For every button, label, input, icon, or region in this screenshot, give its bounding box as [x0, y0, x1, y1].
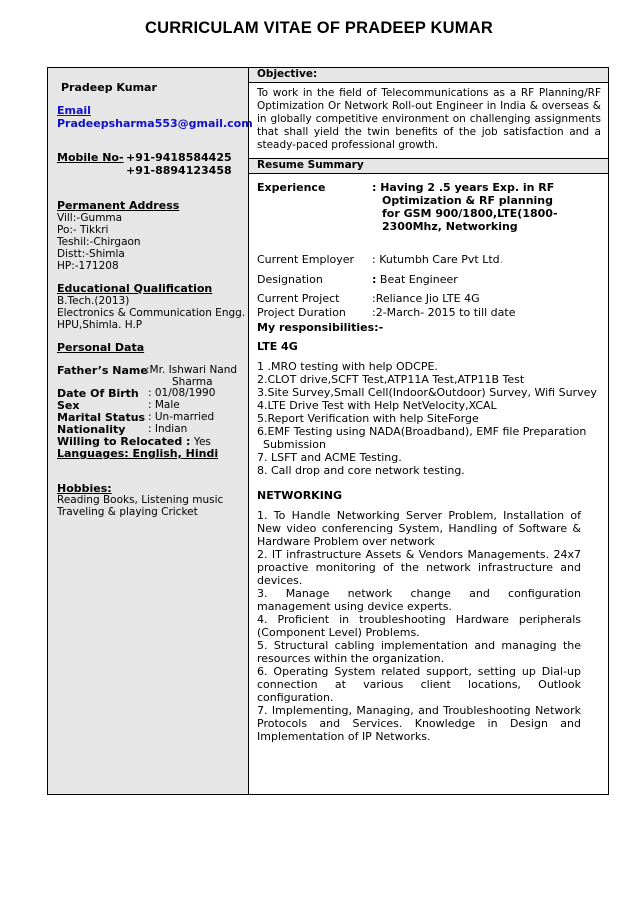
- father-name-value: :Mr. Ishwari Nand: [146, 364, 238, 376]
- responsibilities-label: My responsibilities:-: [257, 321, 384, 334]
- list-item: Submission: [263, 438, 326, 451]
- sex-label: Sex: [57, 399, 80, 412]
- relocate-row: Willing to Relocated : Yes: [57, 435, 211, 448]
- list-item: 6. Operating System related support, setting up Dial-up connection at various client locations, Outlook configuration.: [257, 665, 581, 704]
- experience-value: for GSM 900/1800,LTE(1800-: [382, 207, 558, 220]
- list-item: 1. To Handle Networking Server Problem, Installation of New video conferencing System, Handling of Software & Hardware Problem over network: [257, 509, 581, 548]
- objective-text: To work in the field of Telecommunications as a RF Planning/RF Optimization Or Network Roll-out Engineer in India & overseas & in globally competitive environment on challenging assignments that shall yield the twin benefits of the job satisfaction and a steady-paced professional growth.: [257, 87, 601, 151]
- page-title: CURRICULAM VITAE OF PRADEEP KUMAR: [145, 19, 493, 37]
- list-item: 2.CLOT drive,SCFT Test,ATP11A Test,ATP11B Test: [257, 373, 525, 386]
- project-duration-label: Project Duration: [257, 306, 346, 319]
- address-line: Vill:-Gumma: [57, 212, 123, 224]
- list-item: 7. LSFT and ACME Testing.: [257, 451, 402, 464]
- experience-value: Optimization & RF planning: [382, 194, 553, 207]
- hobbies-label: Hobbies:: [57, 482, 112, 495]
- list-item: 5.Report Verification with help SiteForge: [257, 412, 479, 425]
- list-item: 1 .MRO testing with help ODCPE.: [257, 360, 438, 373]
- address-line: Teshil:-Chirgaon: [57, 236, 141, 248]
- experience-value: : Having 2 .5 years Exp. in RF: [372, 181, 555, 194]
- candidate-name: Pradeep Kumar: [61, 81, 157, 94]
- list-item: 2. IT infrastructure Assets & Vendors Managements. 24x7 proactive monitoring of the network infrastructure and devices.: [257, 548, 581, 587]
- languages: Languages: English, Hindi: [57, 447, 219, 460]
- marital-status-label: Marital Status: [57, 411, 146, 424]
- networking-list: [257, 509, 581, 743]
- address-line: HP:-171208: [57, 260, 119, 272]
- list-item: 5. Structural cabling implementation and managing the resources within the organization.: [257, 639, 581, 665]
- list-item: 4. Proficient in troubleshooting Hardware peripherals (Component Level) Problems.: [257, 613, 581, 639]
- objective-header: Objective:: [249, 67, 608, 83]
- email-link[interactable]: Pradeepsharma553@gmail.com: [57, 117, 253, 130]
- resume-summary-header: Resume Summary: [249, 158, 608, 174]
- address-line: Distt:-Shimla: [57, 248, 125, 260]
- list-item: 3. Manage network change and configuration management using device experts.: [257, 587, 581, 613]
- experience-label: Experience: [257, 181, 326, 194]
- current-employer-label: Current Employer: [257, 253, 355, 266]
- list-item: 6.EMF Testing using NADA(Broadband), EMF file Preparation: [257, 425, 587, 438]
- current-employer-value: : Kutumbh Care Pvt Ltd.: [372, 253, 504, 266]
- networking-header: NETWORKING: [257, 489, 343, 502]
- list-item: 3.Site Survey,Small Cell(Indoor&Outdoor) Survey, Wifi Survey: [257, 386, 597, 399]
- list-item: 7. Implementing, Managing, and Troubleshooting Network Protocols and Services. Knowledge in Design and Implementation of IP Networks.: [257, 704, 581, 743]
- mobile-label: Mobile No-: [57, 151, 124, 164]
- hobby-line: Reading Books, Listening music: [57, 494, 224, 506]
- personal-data-label: Personal Data: [57, 341, 145, 354]
- father-name-value-2: Sharma: [172, 376, 213, 388]
- lte-list: [257, 360, 597, 477]
- father-name-label: Father’s Name: [57, 364, 148, 377]
- lte-header: LTE 4G: [257, 340, 298, 353]
- education-line: Electronics & Communication Engg.: [57, 307, 246, 319]
- current-project-label: Current Project: [257, 292, 340, 305]
- mobile-number-2: +91-8894123458: [126, 164, 232, 177]
- project-duration-value: :2-March- 2015 to till date: [372, 306, 516, 319]
- mobile-number-1: +91-9418584425: [126, 151, 232, 164]
- education-line: B.Tech.(2013): [57, 295, 130, 307]
- education-line: HPU,Shimla. H.P: [57, 319, 143, 331]
- sex-value: : Male: [148, 399, 180, 411]
- dob-value: : 01/08/1990: [148, 387, 216, 399]
- nationality-value: : Indian: [148, 423, 188, 435]
- education-label: Educational Qualification: [57, 282, 213, 295]
- nationality-label: Nationality: [57, 423, 126, 436]
- dob-label: Date Of Birth: [57, 387, 139, 400]
- list-item: 4.LTE Drive Test with Help NetVelocity,XCAL: [257, 399, 497, 412]
- column-divider: [248, 68, 249, 794]
- designation-value: : Beat Engineer: [372, 273, 458, 286]
- email-label: Email: [57, 104, 91, 117]
- list-item: 8. Call drop and core network testing.: [257, 464, 465, 477]
- marital-status-value: : Un-married: [148, 411, 215, 423]
- designation-label: Designation: [257, 273, 323, 286]
- address-line: Po:- Tikkri: [57, 224, 109, 236]
- current-project-value: :Reliance Jio LTE 4G: [372, 292, 480, 305]
- hobby-line: Traveling & playing Cricket: [57, 506, 198, 518]
- address-label: Permanent Address: [57, 199, 180, 212]
- experience-value: 2300Mhz, Networking: [382, 220, 518, 233]
